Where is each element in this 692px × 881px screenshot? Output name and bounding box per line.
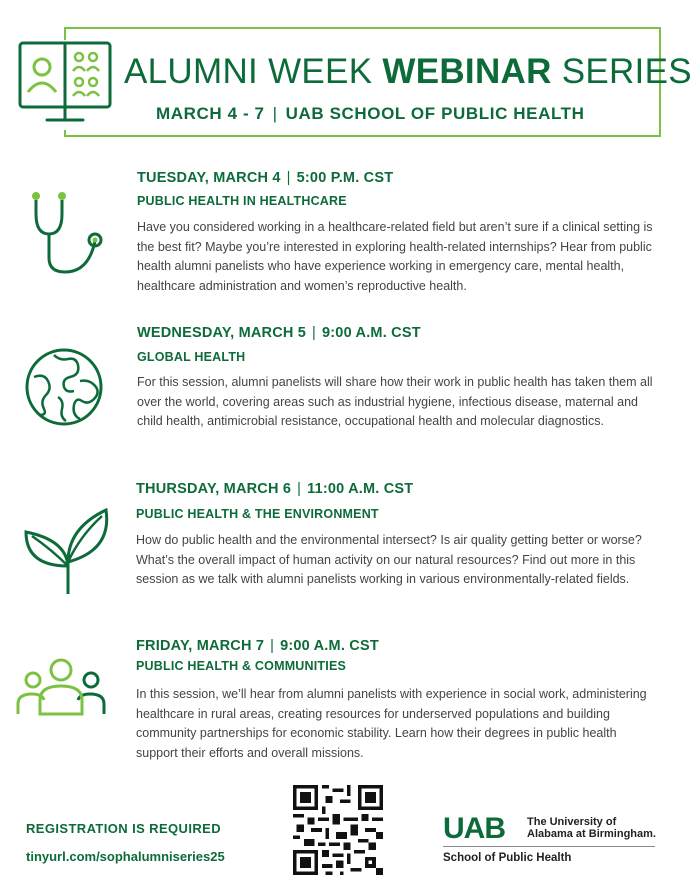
qr-code[interactable]	[293, 785, 383, 875]
session-2-topic: GLOBAL HEALTH	[137, 350, 246, 364]
logo-divider	[443, 846, 655, 847]
session-3-heading: THURSDAY, MARCH 6 | 11:00 A.M. CST	[136, 481, 414, 497]
registration-link[interactable]: tinyurl.com/sophalumniseries25	[26, 849, 225, 864]
stethoscope-icon	[22, 190, 112, 280]
video-conference-monitor-icon	[17, 40, 113, 130]
session-3-description: How do public health and the environmental intersect? Is air quality getting better or worse? What’s the overall impact of human activity on our natural resources? Find out more in this session as we talk with alumni panelists working in various environmentally-related fields.	[136, 533, 642, 586]
session-2-description: For this session, alumni panelists will share how their work in public health has taken them all over the world, covering areas such as industrial hygiene, infectious disease, maternal and child health, antimicrobial resistance, occupational health and molecular diagnostics.	[137, 375, 653, 428]
uab-logo-name: The University of Alabama at Birmingham.	[527, 816, 656, 840]
session-1-heading: TUESDAY, MARCH 4 | 5:00 P.M. CST	[137, 170, 394, 186]
session-4-heading: FRIDAY, MARCH 7 | 9:00 A.M. CST	[136, 638, 379, 654]
session-4-topic: PUBLIC HEALTH & COMMUNITIES	[136, 659, 347, 673]
uab-logo-letters: UAB	[443, 812, 505, 845]
session-2-heading: WEDNESDAY, MARCH 5 | 9:00 A.M. CST	[137, 325, 421, 341]
session-1-description: Have you considered working in a healthcare-related field but aren’t sure if a clinical setting is the best fit? Maybe you’re interested in exploring health-related internships? Hear from public health alumni panelists who have experience working in emergency care, mental health, healthcare administration and women’s reproductive health.	[137, 220, 653, 293]
leaves-icon	[22, 506, 112, 596]
session-1-topic: PUBLIC HEALTH IN HEALTHCARE	[137, 194, 347, 208]
page-subtitle: MARCH 4 - 7 | UAB SCHOOL OF PUBLIC HEALTH	[156, 104, 585, 123]
registration-notice: REGISTRATION IS REQUIRED	[26, 821, 221, 836]
community-people-icon	[14, 658, 104, 748]
session-3-topic: PUBLIC HEALTH & THE ENVIRONMENT	[136, 507, 379, 521]
session-4-description: In this session, we’ll hear from alumni panelists with experience in social work, administering healthcare in rural areas, creating resources for underserved populations and building community partnerships for economic stability. Learn how their degrees in public health support their efforts and overall missions.	[136, 687, 647, 760]
page-title: ALUMNI WEEK WEBINAR SERIES	[124, 52, 692, 91]
globe-icon	[24, 347, 114, 437]
uab-school-name: School of Public Health	[443, 852, 572, 864]
